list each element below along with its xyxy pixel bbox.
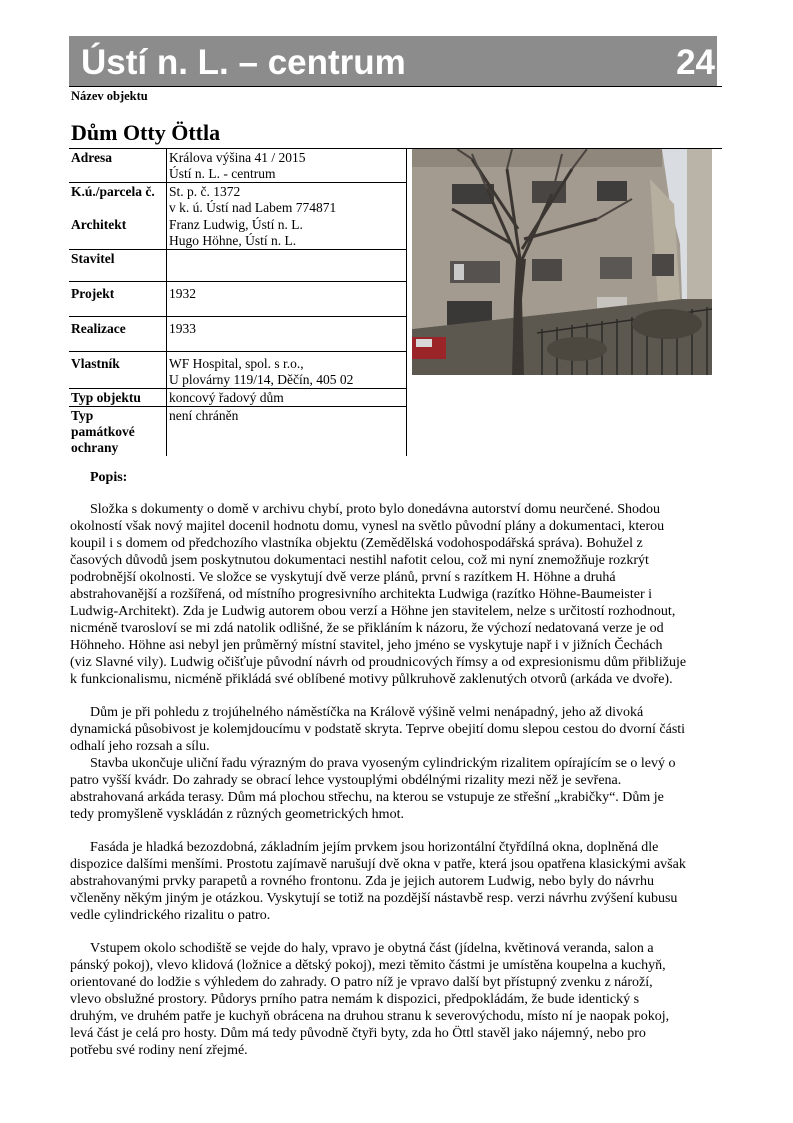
header-rule <box>69 86 722 87</box>
paragraph-5 <box>70 940 722 1059</box>
builder-label: Stavitel <box>69 250 167 282</box>
protection-value: není chráněn <box>167 407 407 457</box>
paragraph-line: okolností však nový majitel docenil hodnotu domu, vynesl na světlo původní plány a dokumentaci, kterou <box>70 519 665 534</box>
paragraph-line: Vstupem okolo schodiště se vejde do haly, vpravo je obytná část (jídelna, květinová veranda, salon a <box>90 941 654 956</box>
paragraph-line: abstrahovaná arkáda terasy. Dům má plochou střechu, na kterou se vstupuje ze střešní „krabičky“. Dům je <box>70 790 664 805</box>
protection-label-1: Typ <box>71 408 94 423</box>
row-builder <box>69 250 407 282</box>
row-parcel <box>69 183 407 217</box>
parcel-label: K.ú./parcela č. <box>69 183 167 217</box>
paragraph-line: tedy promyšleně vyskládán z různých geometrických hmot. <box>70 807 404 822</box>
address-value <box>167 149 407 183</box>
header-title: Ústí n. L. – centrum <box>81 43 406 82</box>
owner-label: Vlastník <box>69 352 167 389</box>
row-protection <box>69 407 407 457</box>
paragraph-line: Dům je při pohledu z trojúhelného náměstíčka na Královĕ výšině velmi nenápadný, jeho až divoká <box>90 705 644 720</box>
row-owner <box>69 352 407 389</box>
paragraph-line: Složka s dokumenty o domě v archivu chybí, proto bylo donedávna autorství domu neurčené. Shodou <box>90 502 661 517</box>
row-type <box>69 389 407 407</box>
paragraph-line: podrobnější okolnosti. Ve složce se vyskytují dvě verze plánů, první s razítkem H. Höhne a druhá <box>70 570 616 585</box>
paragraph-1 <box>70 501 722 688</box>
object-name: Dům Otty Öttla <box>71 120 221 145</box>
type-value: koncový řadový dům <box>167 389 407 407</box>
row-architect <box>69 216 407 250</box>
paragraph-line: vlevo obslužné prostory. Půdorys prního patra nemám k dispozici, předpokládám, že bude identický s <box>70 992 640 1007</box>
info-table <box>69 149 407 456</box>
paragraph-4 <box>70 839 722 924</box>
architect-line-1: Franz Ludwig, Ústí n. L. <box>169 217 303 232</box>
paragraph-line: Ludwig-Architekt). Zda je Ludwig autorem obou verzí a Höhne jen stavitelem, nelze s určitostí rozhodnout, <box>70 604 676 619</box>
architect-value <box>167 216 407 250</box>
header-banner <box>69 36 717 86</box>
architect-line-2: Hugo Höhne, Ústí n. L. <box>169 233 297 248</box>
owner-line-2: U plovárny 119/14, Děčín, 405 02 <box>169 372 354 387</box>
project-value: 1932 <box>167 282 407 317</box>
parcel-line-1: St. p. č. 1372 <box>169 184 241 199</box>
paragraph-line: dispozice dalšími menšími. Prostotu zajímavě narušují dvě okna v patře, která jsou opatřena klasickými avšak <box>70 857 686 872</box>
type-label: Typ objektu <box>69 389 167 407</box>
protection-label <box>69 407 167 457</box>
paragraph-line: patro vyšší kvádr. Do zahrady se obrací lehce vystouplými obdélnými rizality mezi něž je sevřena. <box>70 773 622 788</box>
paragraph-2 <box>70 704 722 755</box>
row-project <box>69 282 407 317</box>
project-label: Projekt <box>69 282 167 317</box>
paragraph-line: koupil i s domem od předchozího vlastníka objektu (Zemědělská vodohospodářská správa). Bohužel z <box>70 536 643 551</box>
paragraph-line: Stavba ukončuje uliční řadu výrazným do prava vyoseným cylindrickým rizalitem opírajícím se o levý o <box>90 756 676 771</box>
address-label: Adresa <box>69 149 167 183</box>
paragraph-line: Fasáda je hladká bezozdobná, základním jejím prvkem jsou horizontální čtyřdílná okna, doplněná dle <box>90 840 659 855</box>
row-realization <box>69 317 407 352</box>
paragraph-line: Höhneho. Höhne asi nebyl jen průměrný místní stavitel, jeho jméno se vyskytuje např i v jižních Čechách <box>70 638 663 653</box>
owner-value <box>167 352 407 389</box>
row-address <box>69 149 407 183</box>
realization-label: Realizace <box>69 317 167 352</box>
paragraph-line: časových důvodů jsem poskytnutou dokumentaci nestihl nafotit celou, což mi nyní znemožňuje rozkrýt <box>70 553 649 568</box>
paragraph-line: druhým, ve druhém patře je kuchyň obrácena na druhou stranu k severovýchodu, místo ní je naopak pokoj, <box>70 1009 670 1024</box>
protection-label-2: památkové <box>71 424 135 439</box>
protection-label-3: ochrany <box>71 440 119 455</box>
page-number: 24 <box>676 43 715 82</box>
paragraph-line: nicméně tvarosloví se mi zdá natolik odlišné, že se přikláním k názoru, že výchozí nedatovaná verze je od <box>70 621 664 636</box>
popis-heading: Popis: <box>90 470 128 485</box>
address-line-1: Králova výšina 41 / 2015 <box>169 150 306 165</box>
architect-label: Architekt <box>69 216 167 250</box>
paragraph-line: orientované do lodžie s výhledem do zahrady. O patro níž je vpravo další byt přístupný zvenku z nároží, <box>70 975 653 990</box>
owner-line-1: WF Hospital, spol. s r.o., <box>169 356 304 371</box>
paragraph-line: abstrahovanými prvky parapetů a rovného frontonu. Zda je jejich autorem Ludwig, nebo byly do návrhu <box>70 874 654 889</box>
paragraph-line: levá část je celá pro hosty. Dům má tedy původně čtyři byty, zda ho Öttl stavěl jako nájemný, nebo pro <box>70 1026 646 1041</box>
paragraph-line: včleněny někým jiným je otázkou. Vyskytují se totiž na pozdější nástavbě resp. verzi návrhu zvýšení kubusu <box>70 891 678 906</box>
paragraph-3 <box>70 755 722 823</box>
parcel-value <box>167 183 407 217</box>
paragraph-line: vedle cylindrického rizalitu o patro. <box>70 908 271 923</box>
paragraph-line: dynamická působivost je kolemjdoucímu v podstatě skryta. Teprve obejití domu slepou cestou do dvorní části <box>70 722 686 737</box>
building-photo <box>412 149 712 375</box>
object-label: Název objektu <box>71 89 148 103</box>
paragraph-line: potřebu své rodiny není zřejmé. <box>70 1043 248 1058</box>
parcel-line-2: v k. ú. Ústí nad Labem 774871 <box>169 200 337 215</box>
paragraph-line: abstrahovanější a rozšířená, od místního progresivního architekta Ludwiga (razítko Höhne-Baumeister i <box>70 587 652 602</box>
builder-value <box>167 250 407 282</box>
address-line-2: Ústí n. L. - centrum <box>169 166 276 181</box>
paragraph-line: odhalí jeho rozsah a sílu. <box>70 739 210 754</box>
realization-value: 1933 <box>167 317 407 352</box>
paragraph-line: k funkcionalismu, nicméně přikládá své oblíbené motivy půlkruhově zaklenutých otvorů (arkáda ve dvoře). <box>70 672 673 687</box>
paragraph-line: (viz Slavné vily). Ludwig očišťuje původní návrh od proudnicových římsy a od expresionismu dům přibližuje <box>70 655 687 670</box>
paragraph-line: pánský pokoj), vlevo klidová (ložnice a dětský pokoj), mezi těmito částmi je umístěna koupelna a kuchyň, <box>70 958 666 973</box>
